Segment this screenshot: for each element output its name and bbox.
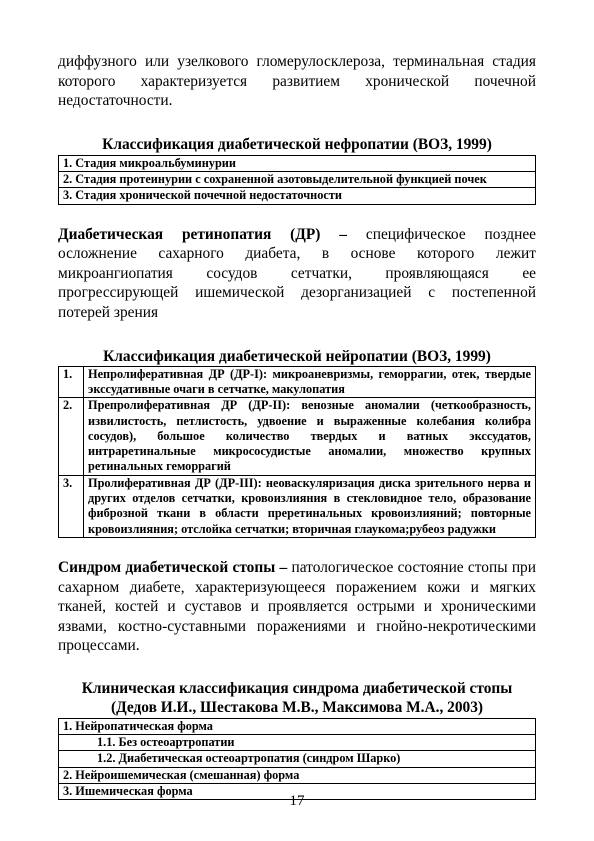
- retinopathy-term: Диабетическая ретинопатия (ДР) –: [58, 225, 347, 243]
- table-row: 1.2. Диабетическая остеоартропатия (синдром Шарко): [59, 751, 536, 767]
- foot-text: патологическое состояние стопы при сахарном диабете, характеризующееся поражением кожи и мягких тканей, костей и суставов и проявляется острыми и хроническими язвами, костно-суставными поражениями и гнойно-некротическими процессами.: [58, 558, 536, 655]
- table-row: 1. Стадия микроальбуминурии: [59, 155, 536, 171]
- row-number: 3.: [59, 475, 84, 537]
- row-number: 2.: [59, 398, 84, 475]
- table-row: 2. Стадия протеинурии с сохраненной азотовыделительной функцией почек: [59, 172, 536, 188]
- document-page: [58, 52, 536, 800]
- table-row: 2. Нейроишемическая (смешанная) форма: [59, 767, 536, 783]
- page-number: 17: [289, 793, 305, 809]
- row-number: 1.: [59, 366, 84, 398]
- table-row: 1. Нейропатическая форма: [59, 718, 536, 734]
- foot-title-line2: (Дедов И.И., Шестакова М.В., Максимова М.А., 2003): [110, 698, 484, 716]
- table-row: Непролиферативная ДР (ДР-I): микроаневризмы, геморрагии, отек, твердые экссудативные очаги в сетчатке, макулопатия: [84, 366, 536, 398]
- neuropathy-table: [58, 366, 536, 538]
- table-row: 3. Стадия хронической почечной недостаточности: [59, 188, 536, 204]
- nephropathy-title: Классификация диабетической нефропатии (ВОЗ, 1999): [102, 135, 492, 153]
- foot-term: Синдром диабетической стопы –: [58, 558, 288, 576]
- foot-table: [58, 718, 536, 800]
- nephropathy-table: [58, 155, 536, 205]
- foot-title-line1: Клиническая классификация синдрома диабетической стопы: [81, 679, 513, 697]
- retinopathy-text: специфическое позднее осложнение сахарного диабета, в основе которого лежит микроангиопатия сосудов сетчатки, проявляющаяся ее прогрессирующей ишемической дезорганизацией с постепенной потерей зрения: [58, 225, 536, 322]
- intro-paragraph: диффузного или узелкового гломерулосклероза, терминальная стадия которого характеризуется развитием хронической почечной недостаточности.: [58, 53, 536, 110]
- retinopathy-paragraph: [58, 225, 536, 323]
- neuropathy-title: Классификация диабетической нейропатии (ВОЗ, 1999): [103, 347, 491, 365]
- table-row: Препролиферативная ДР (ДР-II): венозные аномалии (четкообразность, извилистость, петлистость, удвоение и выраженные колебания колибра сосудов), большое количество твердых и ватных экссудатов, интраретинальные микрососудистые аномалии, множество крупных ретинальных геморрагий: [84, 398, 536, 475]
- table-row: 1.1. Без остеоартропатии: [59, 735, 536, 751]
- table-row: 3. Ишемическая форма: [59, 784, 536, 800]
- foot-paragraph: [58, 558, 536, 656]
- table-row: Пролиферативная ДР (ДР-III): неоваскуляризация диска зрительного нерва и других отделов сетчатки, кровоизлияния в стекловидное тело, образование фиброзной ткани в области преретинальных кровоизлияний; повторные кровоизлияния; отслойка сетчатки; вторичная глаукома;рубеоз радужки: [84, 475, 536, 537]
